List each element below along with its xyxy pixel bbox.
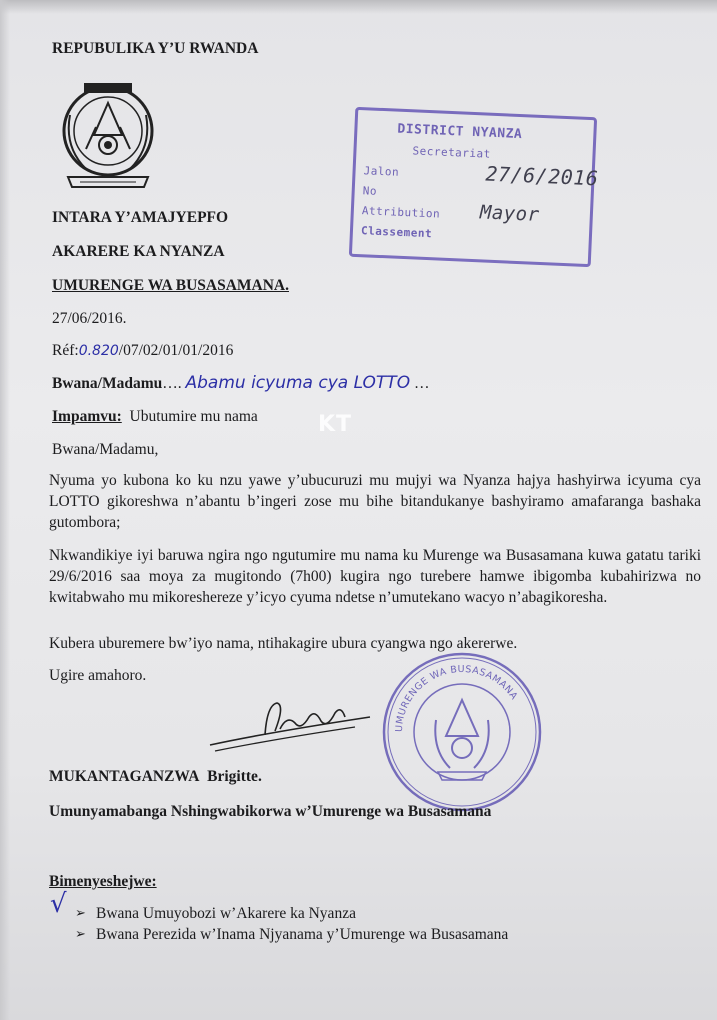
- addressee-dots-after: …: [410, 375, 430, 392]
- coat-of-arms-emblem: [56, 75, 160, 193]
- paragraph-2: Nkwandikiye iyi baruwa ngira ngo ngutumire mu nama ku Murenge wa Busasamana kuwa gatatu tariki 29/6/2016 saa moya za mugitondo (7h00) kugira ngo turebere hamwe ibigomba kubahirizwa no kwitabwaho mu mikoreshereze y’icyo cyuma ndetse n’umutekano wacyo n’abagikoresha.: [49, 547, 701, 606]
- subject-text: Ubutumire mu nama: [129, 408, 258, 425]
- official-round-seal: [380, 650, 545, 815]
- stamp-attribution-value: Mayor: [479, 201, 541, 226]
- stamp-date-label: Jalon: [363, 164, 400, 179]
- stamp-classement-label: Classement: [360, 224, 433, 241]
- received-stamp: [349, 107, 597, 267]
- copy-recipient-2: Bwana Perezida w’Inama Njyanama y’Umurenge wa Busasamana: [96, 926, 509, 943]
- addressee-dots-before: ….: [162, 375, 186, 392]
- stamp-date-value: 27/6/2016: [485, 161, 599, 191]
- closing: Ugire amahoro.: [49, 667, 147, 684]
- addressee-label: Bwana/Madamu: [52, 375, 163, 392]
- signature-text: Dmplite: [267, 717, 311, 730]
- stamp-number-label: No: [362, 184, 378, 198]
- addressee-handwritten: Abamu icyuma cya LOTTO: [185, 373, 411, 393]
- subject-line: [52, 407, 258, 426]
- watermark-kt: KT: [318, 412, 353, 437]
- seal-text: UMURENGE WA BUSASAMANA: [393, 663, 520, 733]
- subject-label: Impamvu:: [52, 408, 122, 425]
- signatory-firstname: Brigitte.: [207, 768, 262, 785]
- paper-shadow-top: [0, 0, 717, 14]
- reference-handwritten-number: 0.820: [78, 343, 119, 359]
- reference-line: [52, 341, 233, 361]
- stamp-title: DISTRICT NYANZA: [397, 121, 523, 143]
- addressee-line: [52, 374, 429, 393]
- sector-heading: UMURENGE WA BUSASAMANA.: [52, 277, 289, 294]
- signatory-title: Umunyamabanga Nshingwabikorwa w’Umurenge wa Busasamana: [49, 803, 492, 820]
- signatory-surname: MUKANTAGANZWA: [49, 768, 200, 785]
- copy-recipient-1: Bwana Umuyobozi w’Akarere ka Nyanza: [96, 905, 356, 922]
- district-heading: AKARERE KA NYANZA: [52, 243, 225, 260]
- stamp-attribution-label: Attribution: [361, 204, 441, 221]
- check-mark: √: [50, 889, 67, 919]
- stamp-subtitle: Secretariat: [412, 144, 492, 161]
- republic-heading: REPUBULIKA Y’U RWANDA: [52, 40, 259, 57]
- paragraph-1: Nyuma yo kubona ko ku nzu yawe y’ubucuruzi mu mujyi wa Nyanza hajya hashyirwa icyuma cya LOTTO gikoreshwa n’abantu b’ingeri zose mu bihe bitandukanye bashyiramo amafaranga bashaka gutombora;: [49, 472, 701, 531]
- paper-shadow-left: [0, 0, 10, 1020]
- reference-label: Réf:: [52, 342, 79, 359]
- reference-number: /07/02/01/01/2016: [118, 342, 234, 359]
- handwritten-signature: [205, 695, 375, 757]
- svg-text:UMURENGE WA BUSASAMANA: [394, 664, 520, 732]
- copies-label: Bimenyeshejwe:: [49, 873, 157, 890]
- paragraph-3: Kubera uburemere bw’iyo nama, ntihakagire ubura cyangwa ngo akererwe.: [49, 635, 518, 652]
- letter-date: 27/06/2016.: [52, 310, 127, 327]
- signatory-line: [49, 767, 262, 786]
- bullet-arrow-icon: ➢: [75, 906, 86, 921]
- bullet-arrow-icon: ➢: [75, 927, 86, 942]
- province-heading: INTARA Y’AMAJYEPFO: [52, 209, 229, 226]
- salutation: Bwana/Madamu,: [52, 441, 159, 458]
